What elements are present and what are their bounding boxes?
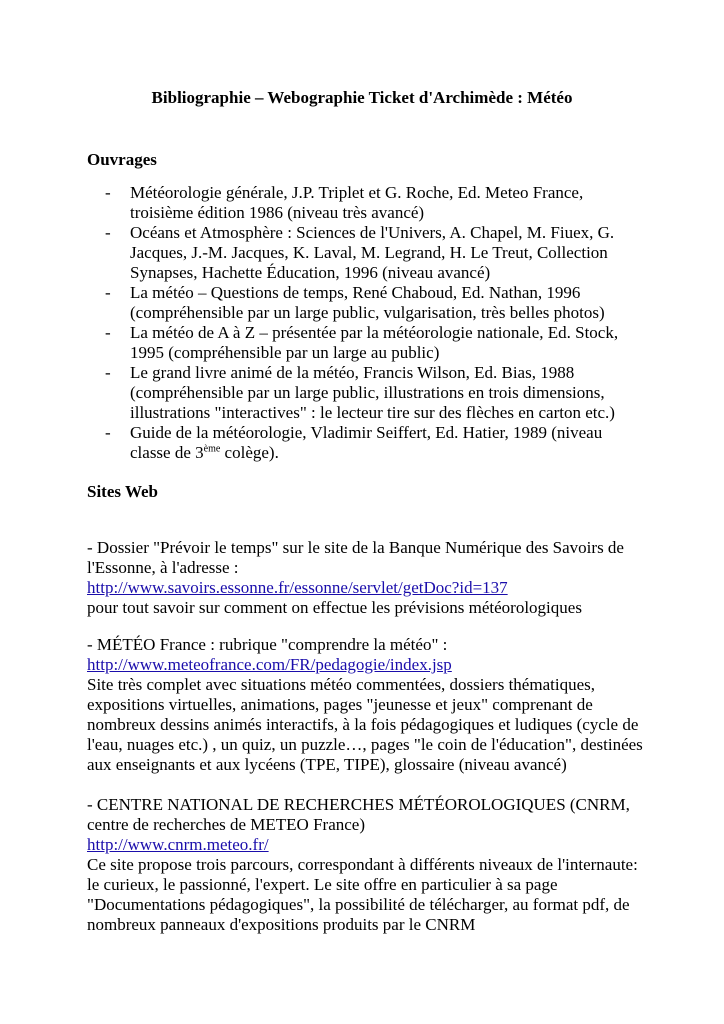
book-entry: La météo – Questions de temps, René Chaboud, Ed. Nathan, 1996 (compréhensible par un large public, vulgarisation, très belles photos): [130, 283, 605, 322]
site-intro: - MÉTÉO France : rubrique "comprendre la météo" :: [87, 635, 448, 654]
book-entry: [130, 423, 647, 463]
book-entry: Océans et Atmosphère : Sciences de l'Univers, A. Chapel, M. Fiuex, G. Jacques, J.-M. Jacques, K. Laval, M. Legrand, H. Le Treut, Collection Synapses, Hachette Éducation, 1996 (niveau avancé): [130, 223, 615, 282]
book-entry: La météo de A à Z – présentée par la météorologie nationale, Ed. Stock, 1995 (compréhensible par un large au public): [130, 323, 619, 362]
list-item: [87, 363, 647, 423]
document-title: Bibliographie – Webographie Ticket d'Archimède : Météo: [151, 88, 573, 107]
site-entry-meteo-france: [87, 635, 647, 775]
list-dash: -: [105, 223, 111, 242]
site-entry-cnrm: [87, 795, 647, 935]
book-list: [87, 183, 647, 463]
site-description: pour tout savoir sur comment on effectue les prévisions météorologiques: [87, 598, 582, 617]
list-item: [87, 323, 647, 363]
list-dash: -: [105, 323, 111, 342]
book-entry: Météorologie générale, J.P. Triplet et G. Roche, Ed. Meteo France, troisième édition 1986 (niveau très avancé): [130, 183, 584, 222]
list-dash: -: [105, 283, 111, 302]
site-link[interactable]: http://www.cnrm.meteo.fr/: [87, 835, 269, 854]
site-link[interactable]: http://www.savoirs.essonne.fr/essonne/servlet/getDoc?id=137: [87, 578, 508, 597]
site-intro: - Dossier "Prévoir le temps" sur le site de la Banque Numérique des Savoirs de l'Essonne, à l'adresse :: [87, 538, 624, 577]
list-item: [87, 423, 647, 463]
list-item: [87, 223, 647, 283]
section-heading-sites-web: Sites Web: [87, 482, 159, 501]
section-heading-ouvrages: Ouvrages: [87, 150, 157, 169]
list-item: [87, 183, 647, 223]
book-entry-text: Guide de la météorologie, Vladimir Seiffert, Ed. Hatier, 1989 (niveau classe de 3: [130, 423, 603, 462]
list-dash: -: [105, 363, 111, 382]
list-item: [87, 283, 647, 323]
book-entry: Le grand livre animé de la météo, Francis Wilson, Ed. Bias, 1988 (compréhensible par un large public, illustrations en trois dimensions, illustrations "interactives" : le lecteur tire sur des flèches en carton etc.): [130, 363, 615, 422]
site-entry-savoirs-essonne: [87, 538, 647, 618]
site-description: Site très complet avec situations météo commentées, dossiers thématiques, expositions virtuelles, animations, pages "jeunesse et jeux" comprenant de nombreux dessins animés interactifs, à la fois pédagogiques et ludiques (cycle de l'eau, nuages etc.) , un quiz, un puzzle…, pages "le coin de l'éducation", destinées aux enseignants et aux lycéens (TPE, TIPE), glossaire (niveau avancé): [87, 675, 643, 774]
site-intro: - CENTRE NATIONAL DE RECHERCHES MÉTÉOROLOGIQUES (CNRM, centre de recherches de METEO France): [87, 795, 630, 834]
list-dash: -: [105, 423, 111, 442]
superscript-ordinal: ème: [203, 443, 221, 455]
book-entry-text-end: colège).: [220, 443, 279, 462]
site-link[interactable]: http://www.meteofrance.com/FR/pedagogie/index.jsp: [87, 655, 452, 674]
site-description: Ce site propose trois parcours, correspondant à différents niveaux de l'internaute: le curieux, le passionné, l'expert. Le site offre en particulier à sa page "Documentations pédagogiques", la possibilité de télécharger, au format pdf, de nombreux panneaux d'expositions produits par le CNRM: [87, 855, 638, 934]
list-dash: -: [105, 183, 111, 202]
